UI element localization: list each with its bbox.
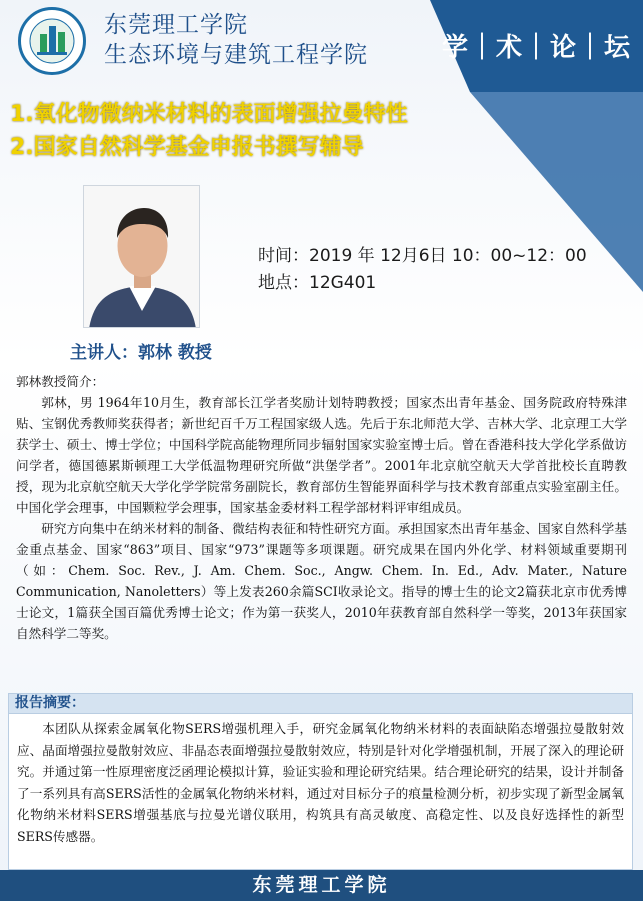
buildings-emblem-icon <box>21 10 83 72</box>
forum-banner <box>430 0 643 92</box>
lecture-title-1: 1.氧化物微纳米材料的表面增强拉曼特性 <box>10 102 408 127</box>
speaker-portrait-icon <box>84 186 200 328</box>
abstract-box <box>8 714 633 870</box>
bio-paragraph-1: 郭林，男 1964年10月生，教育部长江学者奖励计划特聘教授；国家杰出青年基金、国务院政府特殊津贴、宝钢优秀教师奖获得者；新世纪百千万工程国家级人选。先后于东北师范大学、吉林大学、北京理工大学获学士、硕士、博士学位；中国科学院高能物理所同步辐射国家实验室博士后。曾在香港科技大学化学系做访问学者，德国德累斯顿理工大学低温物理研究所做“洪堡学者”。2001年北京航空航天大学首批校长直聘教授，现为北京航空航天大学化学学院常务副院长，教育部仿生智能界面科学与技术教育部重点实验室副主任。中国化学会理事，中国颗粒学会理事，国家基金委材料工程学部材料评审组成员。 <box>16 395 627 515</box>
abstract-text: 本团队从探索金属氧化物SERS增强机理入手，研究金属氧化物纳米材料的表面缺陷态增强拉曼散射效应、晶面增强拉曼散射效应、非晶态表面增强拉曼散射效应，特别是针对化学增强机制，开展了深入的理论研究。并通过第一性原理密度泛函理论模拟计算，验证实验和理论研究结果。结合理论研究的结果，设计并制备了一系列具有高SERS活性的金属氧化物纳米材料，通过对目标分子的痕量检测分析，初步实现了新型金属氧化物纳米材料SERS增强基底与拉曼光谱仪联用，构筑具有高灵敏度、高稳定性、以及良好选择性的新型SERS传感器。 <box>17 721 624 844</box>
header <box>0 0 643 92</box>
speaker-photo <box>83 185 200 328</box>
school-name <box>104 10 368 70</box>
bio-heading: 郭林教授简介： <box>16 374 105 389</box>
abstract-heading: 报告摘要： <box>8 693 633 714</box>
speaker-name: 主讲人：郭林 教授 <box>70 343 212 363</box>
event-time: 时间：2019 年 12月6日 10：00~12：00 <box>258 246 587 266</box>
school-logo <box>18 7 86 75</box>
lecture-titles <box>10 98 510 164</box>
speaker-bio <box>16 371 627 644</box>
school-name-line1: 东莞理工学院 <box>104 12 248 38</box>
event-place: 地点：12G401 <box>258 273 377 293</box>
lecture-title-2: 2.国家自然科学基金申报书撰写辅导 <box>10 135 364 160</box>
event-info <box>258 243 587 297</box>
bio-paragraph-2: 研究方向集中在纳米材料的制备、微结构表征和特性研究方面。承担国家杰出青年基金、国家自然科学基金重点基金、国家“863”项目、国家“973”课题等多项课题。研究成果在国内外化学、材料领域重要期刊（如：Chem. Soc. Rev., J. Am. Chem. Soc., Angw. Chem. In. Ed., Adv. Mater., Nature Communication, Nanoletters）等上发表260余篇SCI收录论文。指导的博士生的论文2篇获北京市优秀博士论文，1篇获全国百篇优秀博士论文；作为第一获奖人，2010年获教育部自然科学一等奖，2013年获国家自然科学二等奖。 <box>16 521 627 641</box>
forum-label: 学｜术｜论｜坛 <box>441 33 631 63</box>
school-name-line2: 生态环境与建筑工程学院 <box>104 42 368 68</box>
footer-school-name: 东莞理工学院 <box>0 870 643 901</box>
